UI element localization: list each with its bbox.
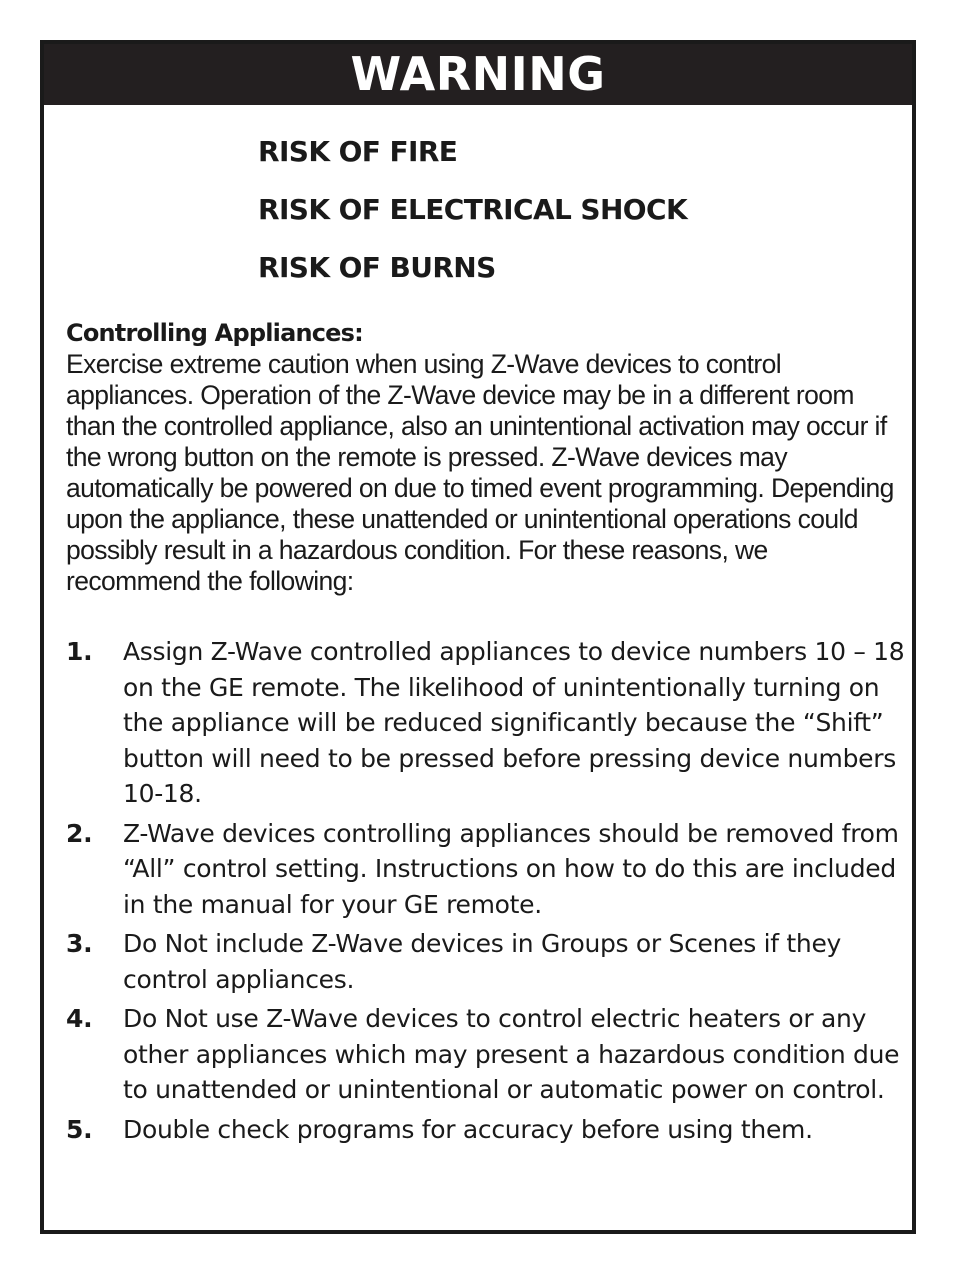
- risk-item-burns: RISK OF BURNS: [258, 251, 496, 284]
- list-item-number: 3.: [66, 929, 93, 958]
- risk-item-fire: RISK OF FIRE: [258, 135, 458, 168]
- list-item: [66, 1001, 906, 1108]
- warning-banner: WARNING: [44, 44, 912, 105]
- list-item-number: 5.: [66, 1114, 93, 1144]
- recommendation-list: [66, 634, 906, 1151]
- risk-item-electrical-shock: RISK OF ELECTRICAL SHOCK: [258, 193, 688, 226]
- risk-list: [258, 130, 687, 304]
- list-item-text: Do Not use Z-Wave devices to control electric heaters or any other appliances which may present a hazardous condition due to unattended or unintentional or automatic power on control.: [123, 1004, 900, 1104]
- list-item: [66, 816, 906, 923]
- list-item-text: Z-Wave devices controlling appliances should be removed from “All” control setting. Instructions on how to do this are included in the manual for your GE remote.: [123, 818, 899, 919]
- list-item-text: Double check programs for accuracy before using them.: [123, 1114, 813, 1144]
- list-item: [66, 1112, 906, 1148]
- list-item-number: 4.: [66, 1004, 93, 1033]
- list-item-number: 2.: [66, 818, 93, 848]
- warning-frame: [40, 40, 916, 1234]
- section-heading: Controlling Appliances:: [66, 319, 363, 347]
- list-item-number: 1.: [66, 637, 93, 666]
- list-item-text: Do Not include Z-Wave devices in Groups or Scenes if they control appliances.: [123, 929, 842, 994]
- list-item: [66, 634, 906, 812]
- intro-section: [66, 318, 906, 597]
- intro-paragraph: Exercise extreme caution when using Z-Wave devices to control appliances. Operation of the Z-Wave device may be in a different room than the controlled appliance, also an unintentional activation may occur if the wrong button on the remote is pressed. Z-Wave devices may automatically be powered on due to timed event programming. Depending upon the appliance, these unattended or unintentional operations could possibly result in a hazardous condition. For these reasons, we recommend the following:: [66, 349, 894, 596]
- list-item: [66, 926, 906, 997]
- list-item-text: Assign Z-Wave controlled appliances to device numbers 10 – 18 on the GE remote. The likelihood of unintentionally turning on the appliance will be reduced significantly because the “Shift” button will need to be pressed before pressing device numbers 10-18.: [123, 637, 905, 808]
